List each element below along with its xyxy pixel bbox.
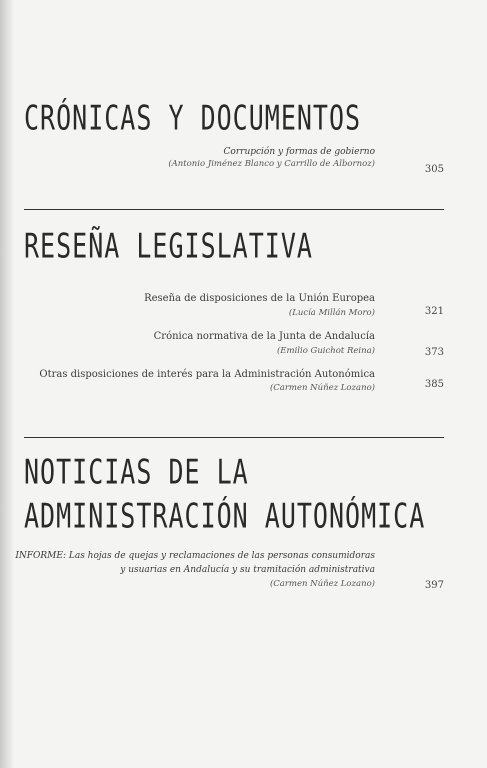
- entry-author: (Carmen Núñez Lozano): [269, 579, 375, 589]
- page-number: 373: [424, 347, 444, 358]
- page-number: 385: [424, 379, 444, 390]
- entry-title: Reseña de disposiciones de la Unión Europea: [144, 293, 375, 304]
- entry-title-line2: y usuarias en Andalucía y su tramitación administrativa: [120, 565, 375, 575]
- page-number: 321: [424, 306, 444, 317]
- entry-author: (Carmen Núñez Lozano): [269, 383, 375, 393]
- entry-title: [15, 551, 375, 561]
- section-title-resena: RESEÑA LEGISLATIVA: [24, 226, 313, 266]
- section-title-noticias-line2: ADMINISTRACIÓN AUTONÓMICA: [24, 496, 426, 536]
- entry-author: (Lucía Millán Moro): [288, 308, 375, 318]
- page-number: 305: [424, 164, 444, 175]
- section-divider: [24, 209, 444, 210]
- informe-label: INFORME:: [15, 551, 66, 561]
- entry-title: Crónica normativa de la Junta de Andalucía: [153, 331, 375, 342]
- entry-title: Corrupción y formas de gobierno: [223, 147, 375, 157]
- entry-title-line1: Las hojas de quejas y reclamaciones de las personas consumidoras: [68, 551, 375, 561]
- entry-title: Otras disposiciones de interés para la Administración Autonómica: [39, 369, 375, 380]
- page-binding-shadow: [0, 0, 14, 768]
- entry-author: (Emilio Guichot Reina): [276, 346, 375, 356]
- section-title-cronicas: CRÓNICAS Y DOCUMENTOS: [24, 98, 362, 138]
- section-title-noticias-line1: NOTICIAS DE LA: [24, 452, 249, 492]
- page-number: 397: [424, 580, 444, 591]
- entry-author: (Antonio Jiménez Blanco y Carrillo de Albornoz): [168, 159, 375, 169]
- section-divider: [24, 437, 444, 438]
